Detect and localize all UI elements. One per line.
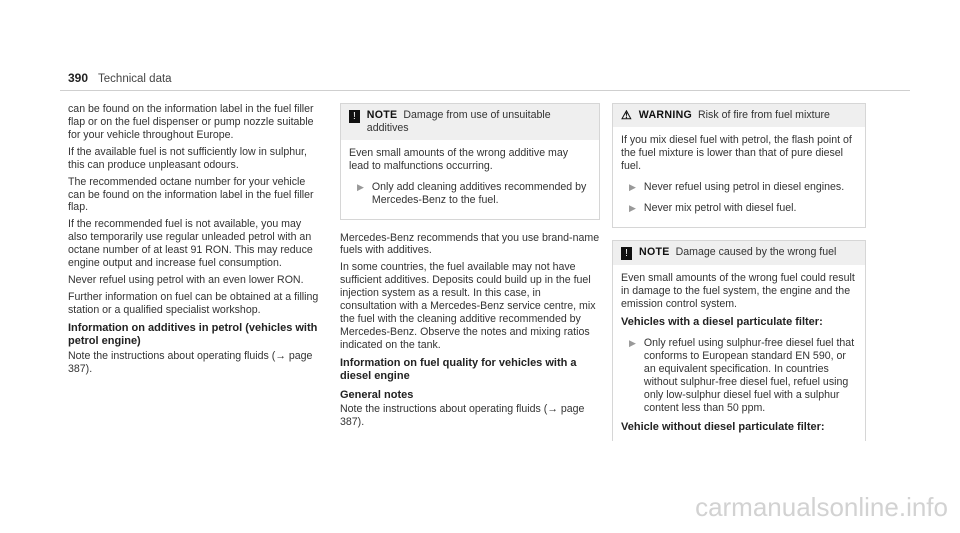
- warning-title: Risk of fire from fuel mixture: [698, 109, 830, 121]
- paragraph: The recommended octane number for your vehicle can be found on the information label in the fuel filler flap.: [68, 175, 314, 214]
- note-body: [341, 140, 599, 219]
- triangle-bullet-icon: ▶: [357, 181, 364, 192]
- note-body: [613, 265, 865, 441]
- paragraph: Never refuel using petrol with an even lower RON.: [68, 274, 304, 287]
- column-left: [68, 103, 320, 379]
- list-item: [629, 181, 857, 194]
- subheading-without-dpf: Vehicle without diesel particulate filter:: [621, 420, 825, 433]
- list-item: [629, 202, 857, 215]
- triangle-bullet-icon: ▶: [629, 337, 636, 348]
- note-box-wrong-fuel: [612, 240, 866, 441]
- subheading-general-notes: General notes: [340, 388, 414, 401]
- list-item: [629, 337, 857, 415]
- bullet-text: Only refuel using sulphur-free diesel fuel that conforms to European standard EN 590, or an equivalent specification. In countries without sulphur-free diesel fuel, refuel using only low-sulphur diesel fuel with a sulphur content less than 50 ppm.: [643, 336, 855, 414]
- paragraph: Mercedes-Benz recommends that you use brand-name fuels with additives.: [340, 231, 600, 257]
- page-header: [68, 71, 172, 86]
- subheading-petrol-additives: Information on additives in petrol (vehicles with petrol engine): [68, 321, 318, 348]
- section-title: Technical data: [98, 73, 172, 85]
- bullet-text: Never mix petrol with diesel fuel.: [643, 201, 797, 214]
- note-heading: [639, 246, 836, 260]
- note-label: NOTE: [366, 109, 398, 121]
- warning-body: [613, 127, 865, 227]
- list-item: [357, 181, 591, 207]
- page-reference-link[interactable]: Note the instructions about operating fluids (→ page 387).: [68, 349, 313, 375]
- column-middle: [340, 103, 600, 433]
- note-text: Even small amounts of the wrong fuel could result in damage to the fuel system, the engine and the emission control system.: [621, 271, 855, 310]
- note-label: NOTE: [639, 245, 670, 258]
- note-title: Damage from use of unsuitable additives: [366, 109, 551, 134]
- page-reference-link[interactable]: Note the instructions about operating fluids (→ page 387).: [340, 403, 585, 428]
- note-heading: [367, 109, 591, 135]
- paragraph: If the recommended fuel is not available, you may also temporarily use regular unleaded petrol with an octane number of at least 91 RON. This may reduce engine output and increase fuel consumption.: [68, 218, 313, 270]
- paragraph: can be found on the information label in the fuel filler flap or on the fuel dispenser or pump nozzle suitable for your vehicle throughout Europe.: [68, 103, 314, 141]
- warning-box: [612, 103, 866, 228]
- page-number: 390: [68, 71, 89, 85]
- warning-label: WARNING: [638, 109, 693, 121]
- subheading-diesel-quality: Information on fuel quality for vehicles with a diesel engine: [340, 356, 577, 383]
- exclamation-icon: !: [621, 247, 632, 260]
- note-header: [613, 241, 865, 265]
- bullet-text: Only add cleaning additives recommended by Mercedes-Benz to the fuel.: [371, 180, 587, 206]
- triangle-bullet-icon: ▶: [629, 181, 636, 192]
- triangle-bullet-icon: ▶: [629, 202, 636, 213]
- paragraph: Further information on fuel can be obtained at a filling station or a qualified specialist workshop.: [68, 290, 319, 316]
- warning-header: [613, 104, 865, 127]
- subheading-with-dpf: Vehicles with a diesel particulate filter:: [621, 315, 823, 328]
- warning-text: If you mix diesel fuel with petrol, the flash point of the fuel mixture is lower than that of pure diesel fuel.: [621, 134, 852, 173]
- warning-triangle-icon: ⚠: [621, 108, 632, 122]
- exclamation-icon: !: [349, 110, 360, 123]
- paragraph: If the available fuel is not sufficiently low in sulphur, this can produce unpleasant odours.: [68, 145, 307, 171]
- paragraph: In some countries, the fuel available may not have sufficient additives. Deposits could build up in the fuel injection system as a result. In this case, in consultation with a Mercedes-Benz service centre, mix the fuel with the cleaning additive recommended by Mercedes-Benz. Observe the notes and mixing ratios indicated on the tank.: [340, 261, 596, 351]
- header-divider: [60, 90, 910, 91]
- warning-heading: [639, 109, 830, 122]
- bullet-text: Never refuel using petrol in diesel engines.: [643, 180, 845, 193]
- note-box-additives: [340, 103, 600, 220]
- watermark: carmanualsonline.info: [695, 492, 948, 522]
- note-header: [341, 104, 599, 140]
- note-title: Damage caused by the wrong fuel: [675, 245, 837, 258]
- column-right: [612, 103, 866, 441]
- note-text: Even small amounts of the wrong additive may lead to malfunctions occurring.: [349, 146, 569, 172]
